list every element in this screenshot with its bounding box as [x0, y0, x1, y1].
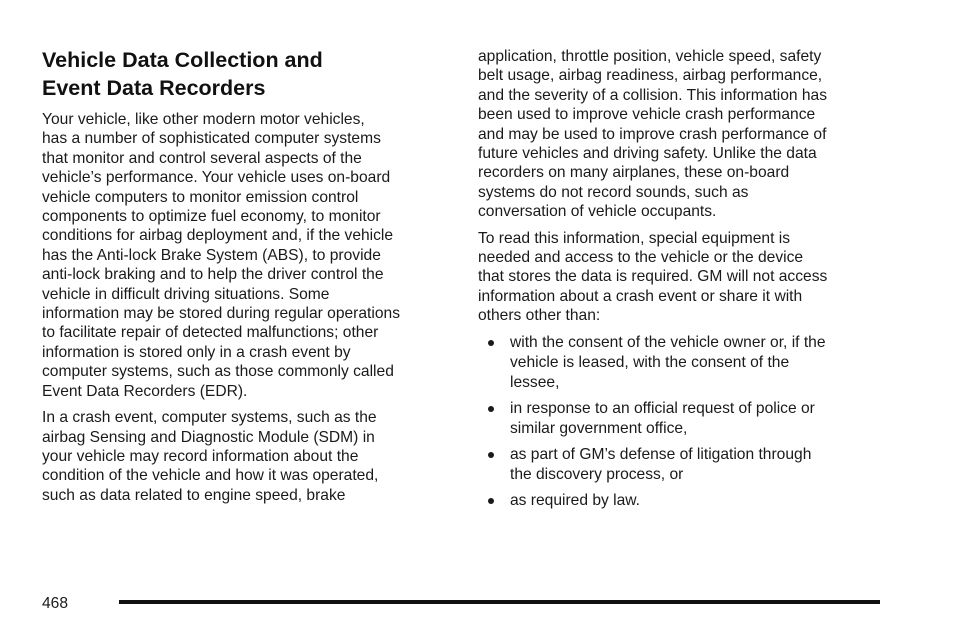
section-title: Vehicle Data Collection and Event Data Recorders: [42, 48, 323, 100]
page-number: 468: [42, 595, 69, 612]
paragraph-crash-event: In a crash event, computer systems, such as the airbag Sensing and Diagnostic Module (SDM) in your vehicle may record information about the condition of the vehicle and how it was operated, such as data related to engine speed, brake: [42, 409, 379, 504]
list-item-text: as required by law.: [510, 491, 641, 509]
paragraph-data-usage: application, throttle position, vehicle speed, safety belt usage, airbag readiness, airbag performance, and the severity of a collision. This information has been used to improve vehicle crash performance and may be used to improve crash performance of future vehicles and driving safety. Unlike the data recorders on many airplanes, these on-board systems do not record sounds, such as conversation of vehicle occupants.: [478, 48, 828, 221]
paragraph-intro: Your vehicle, like other modern motor vehicles, has a number of sophisticated computer systems that monitor and control several aspects of the vehicle’s performance. Your vehicle uses on-board vehicle computers to monitor emission control components to optimize fuel economy, to monitor conditions for airbag deployment and, if the vehicle has the Anti-lock Brake System (ABS), to provide anti-lock braking and to help the driver control the vehicle in difficult driving situations. Some information may be stored during regular operations to facilitate repair of detected malfunctions; other information is stored only in a crash event by computer systems, such as those commonly called Event Data Recorders (EDR).: [42, 111, 400, 400]
bullet-icon: [488, 340, 494, 346]
bullet-icon: [488, 406, 494, 412]
bullet-icon: [488, 452, 494, 458]
left-column: [42, 46, 452, 512]
list-item-text: as part of GM’s defense of litigation through the discovery process, or: [510, 445, 812, 483]
right-column: [478, 47, 888, 517]
list-item: [478, 333, 888, 393]
list-item-text: in response to an official request of police or similar government office,: [510, 399, 815, 437]
access-conditions-list: [478, 333, 888, 511]
list-item-text: with the consent of the vehicle owner or, if the vehicle is leased, with the consent of the lessee,: [510, 333, 826, 391]
list-item: [478, 491, 888, 511]
footer-divider: [119, 600, 880, 604]
list-item: [478, 399, 888, 439]
bullet-icon: [488, 498, 494, 504]
paragraph-access: To read this information, special equipment is needed and access to the vehicle or the device that stores the data is required. GM will not access information about a crash event or share it with others other than:: [478, 229, 828, 325]
list-item: [478, 445, 888, 485]
